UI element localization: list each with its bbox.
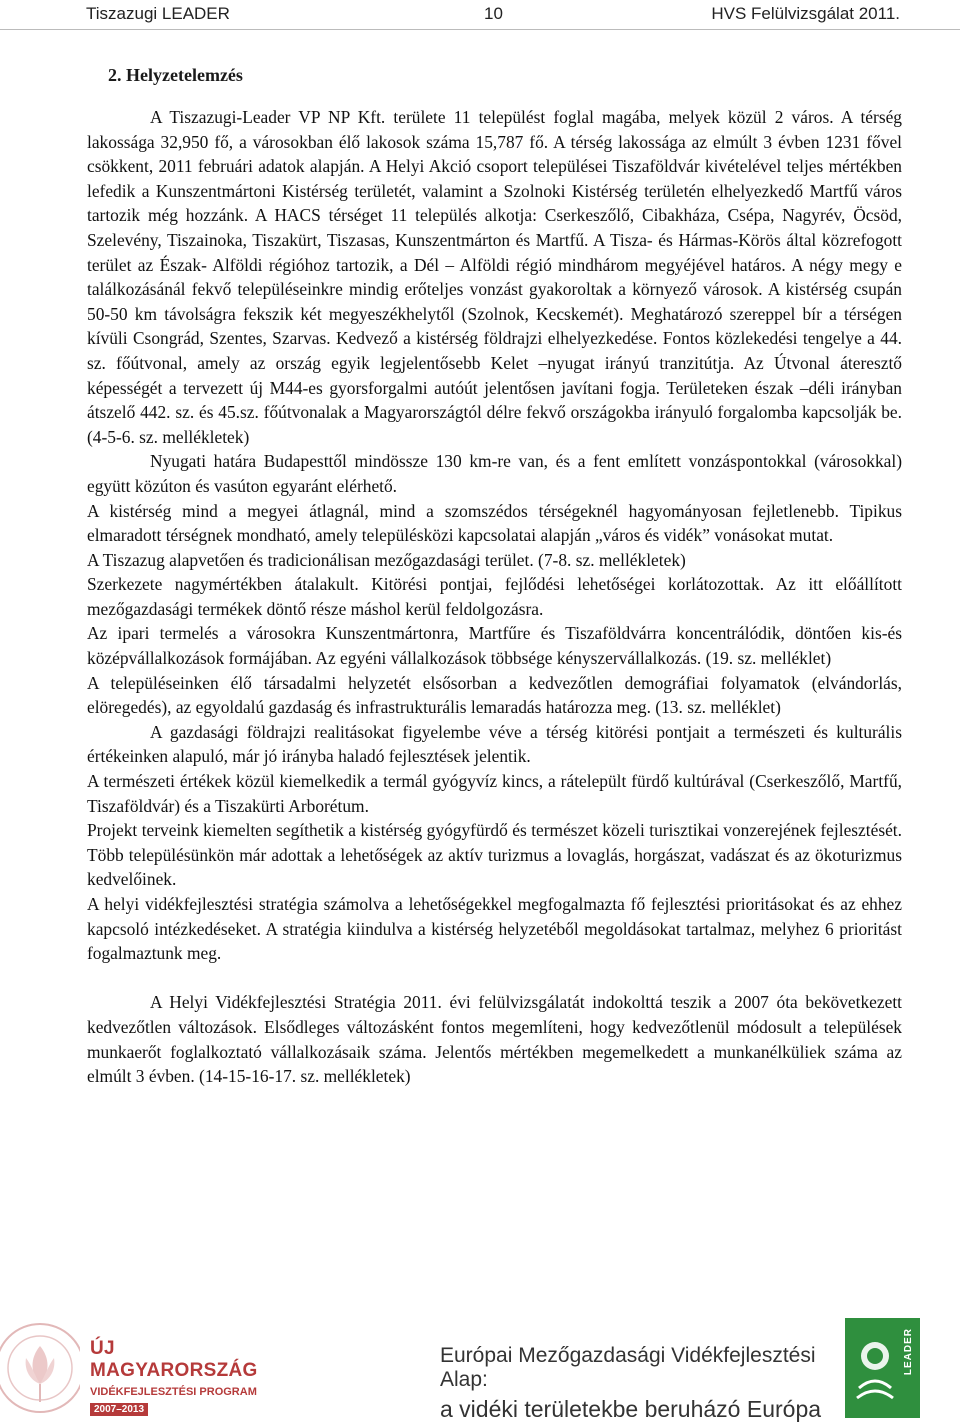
paragraph: Nyugati határa Budapesttől mindössze 130 km-re van, és a fent említett vonzáspontokkal (városokkal) együtt közúton és vasúton egyaránt elérhető. <box>87 451 902 496</box>
funding-logos <box>0 1318 960 1422</box>
eu-fund-text <box>440 1344 840 1423</box>
paragraph: Szerkezete nagymértékben átalakult. Kitörési pontjai, fejlődési lehetőségei korlátozottak. Az itt előállított mezőgazdasági termékek döntő része máshol kerül feldolgozásra. <box>87 574 902 619</box>
paragraph: A településeinken élő társadalmi helyzetét elsősorban a kedvezőtlen demográfiai folyamatok (elvándorlás, elöregedés), az egyoldalú gazdaság és infrastrukturális lemaradás határozza meg. (13. sz. melléklet) <box>87 672 902 718</box>
page-header <box>0 0 960 29</box>
logo-title: ÚJ MAGYARORSZÁG <box>90 1338 258 1381</box>
header-divider <box>0 29 960 30</box>
header-right: HVS Felülvizsgálat 2011. <box>711 4 900 23</box>
paragraph: Projekt terveink kiemelten segíthetik a kistérség gyógyfürdő és természet közeli turisztikai vonzerejének fejlesztését. Több településünkön már adottak a lehetőségek az aktív turizmus a lovaglás, horgászat, vadászat és az ökoturizmus kedvelőinek. <box>87 820 902 890</box>
body-text <box>87 105 902 1089</box>
paragraph: Az ipari termelés a városokra Kunszentmártonra, Martfűre és Tiszaföldvárra koncentrálódik, döntően kis-és középvállalkozások formájában. Az egyéni vállalkozások többsége kényszervállalkozás. (19. sz. melléklet) <box>87 623 902 669</box>
section-heading: 2. Helyzetelemzés <box>108 65 243 85</box>
paragraph: A Helyi Vidékfejlesztési Stratégia 2011. évi felülvizsgálatát indokolttá teszik a 2007 óta bekövetkezett kedvezőtlen változások. Elsődleges változásként fontos megemlíteni, hogy kedvezőtlenül módosult a települések munkaerőt foglalkoztató vállalkozásaik száma. Jelentős mértékben megemelkedett a munkanélküliek száma az elmúlt 3 évben. (14-15-16-17. sz. mellékletek) <box>87 992 902 1087</box>
leader-logo <box>845 1318 920 1418</box>
paragraph: A helyi vidékfejlesztési stratégia számolva a lehetőségekkel megfogalmazta fő fejlesztési prioritásokat és az ehhez kapcsoló intézkedéseket. A stratégia kiindulva a kistérség helyzetéből megoldásokat tartalmaz, melyhez 6 prioritást fogalmaztunk meg. <box>87 894 902 964</box>
paragraph: A természeti értékek közül kiemelkedik a termál gyógyvíz kincs, a rátelepült fürdő kultúrával (Cserkeszőlő, Martfű, Tiszaföldvár) és a Tiszakürti Arborétum. <box>87 771 902 816</box>
tulip-seal-icon <box>0 1318 80 1418</box>
uj-magyarorszag-logo <box>90 1338 270 1415</box>
paragraph: A Tiszazugi-Leader VP NP Kft. területe 11 települést foglal magába, melyek közül 2 város. A térség lakossága 32,950 fő, a városokban élő lakosok száma 15,787 fő. A térség lakossága az elmúlt 3 évben 1231 fővel csökkent, 2011 februári adatok alapján. A Helyi Akció csoport települései Tiszaföldvár kivételével teljes mértékben lefedik a Kunszentmártoni Kistérség területét, valamint a Szolnoki Kistérség területén elhelyezkedő Martfű város tartozik még hozzánk. A HACS térséget 11 település alkotja: Cserkeszőlő, Cibakháza, Csépa, Nagyrév, Öcsöd, Szelevény, Tiszainoka, Tiszakürt, Tiszasas, Kunszentmárton és Martfű. A Tisza- és Hármas-Körös által közrefogott terület az Észak- Alföldi régióhoz tartozik, a Dél – Alföldi régió mindhárom megyéjével határos. A négy megy e találkozásánál fekvő településeinkre mindig erőteljes vonzást gyakoroltak a környező városok. A kistérség csupán 50-50 km távolságra fekszik két megyeszékhelytől (Szolnok, Kecskemét). Meghatározó szereppel bír a térségen kívüli Csongrád, Szentes, Szarvas. Kedvező a kistérség földrajzi elhelyezkedése. Fontos közlekedési tengelye a 44. sz. főútvonal, amely az ország egyik legjelentősebb Kelet –nyugat irányú tranzitútja. Az Útvonal áteresztő képességét a tervezett új M44-es gyorsforgalmi autóút jelentősen javítani fogja. Területeken észak –déli irányban átszelő 442. sz. és 45.sz. főútvonalak a Magyarországtól délre fekvő országokba irányuló forgalomba kapcsolják be. (4-5-6. sz. mellékletek) <box>87 107 902 447</box>
page-number: 10 <box>484 4 503 23</box>
eu-fund-line1: Európai Mezőgazdasági Vidékfejlesztési Alap: <box>440 1344 816 1391</box>
paragraph: A kistérség mind a megyei átlagnál, mind a szomszédos térségeknél hagyományosan fejletlenebb. Tipikus elmaradott térségnek mondható, amely településközi kapcsolatai alapján „város és vidék” vonásokat mutat. <box>87 500 902 546</box>
logo-subtitle: VIDÉKFEJLESZTÉSI PROGRAM <box>90 1386 257 1398</box>
paragraph: A gazdasági földrajzi realitásokat figyelembe véve a térség kitörési pontjait a természeti és kulturális értékeinken alapuló, már jó irányba haladó fejlesztések jelentik. <box>87 721 902 767</box>
logo-years: 2007–2013 <box>90 1403 148 1416</box>
paragraph: A Tiszazug alapvetően és tradicionálisan mezőgazdasági terület. (7-8. sz. mellékletek) <box>87 549 686 570</box>
eu-fund-line2: a vidéki területekbe beruházó Európa <box>440 1396 822 1422</box>
header-left: Tiszazugi LEADER <box>86 4 230 23</box>
leader-label: LEADER <box>903 1328 914 1376</box>
